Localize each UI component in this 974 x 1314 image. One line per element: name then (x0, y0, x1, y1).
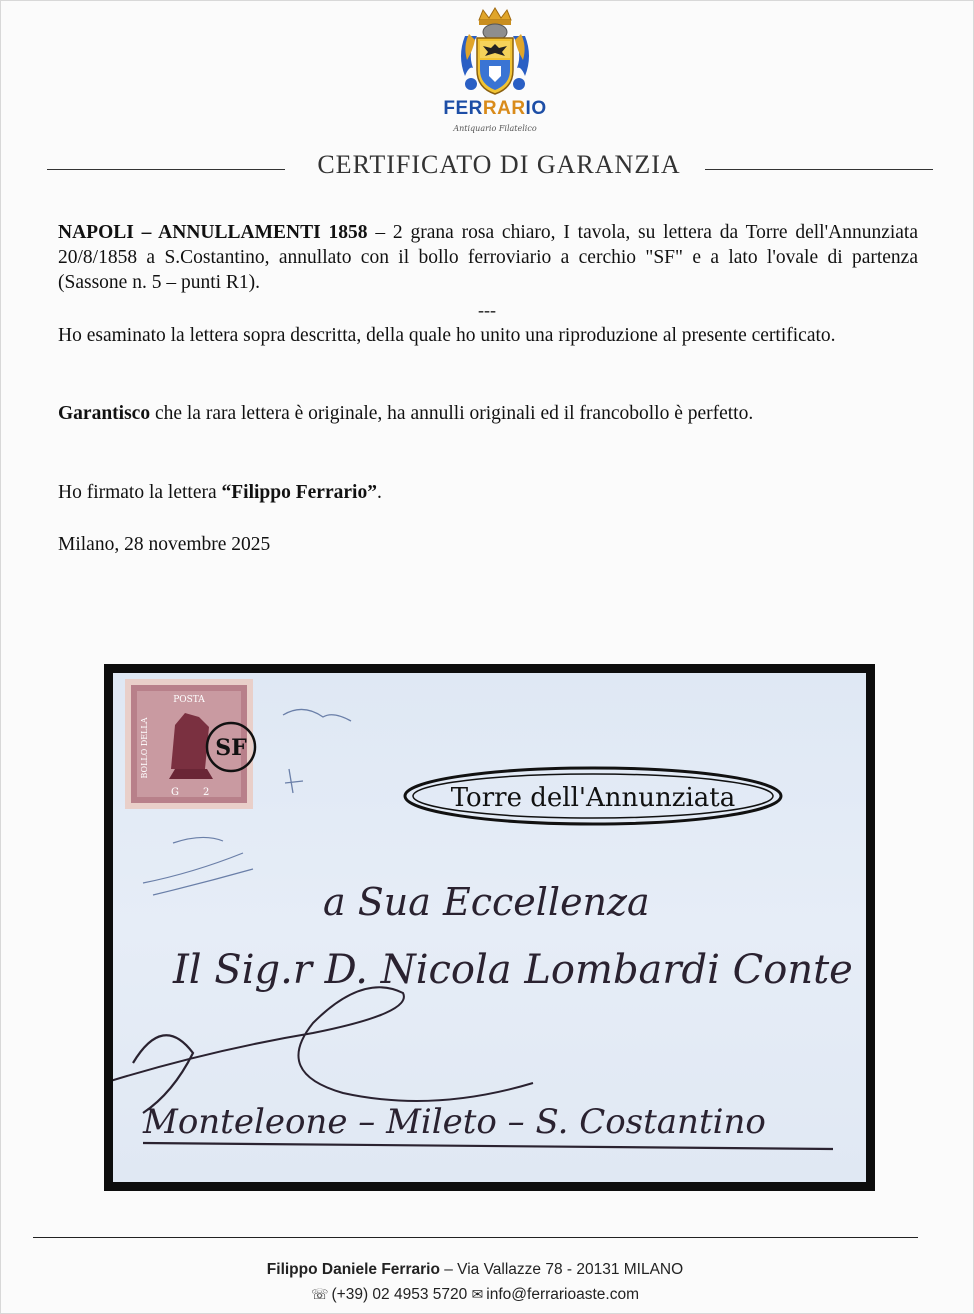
title-divider-left (47, 169, 285, 170)
guarantee-text: che la rara lettera è originale, ha annulli originali ed il francobollo è perfetto. (150, 403, 754, 424)
address-line-1: a Sua Eccellenza (323, 880, 650, 924)
footer-email[interactable]: info@ferrarioaste.com (486, 1286, 640, 1303)
oval-departure-cancel (405, 768, 781, 824)
footer-divider (33, 1237, 918, 1238)
footer-name: Filippo Daniele Ferrario (266, 1261, 440, 1278)
sf-cancel-text: SF (215, 735, 247, 761)
signature-end: . (376, 482, 382, 503)
separator: --- (478, 300, 496, 320)
footer-address (0, 1261, 950, 1279)
stamp-value-number: 2 (203, 787, 210, 798)
certificate-title: CERTIFICATO DI GARANZIA (317, 150, 681, 179)
stamp-value-letter: G (171, 787, 179, 798)
address-line-3: Monteleone – Mileto – S. Costantino (143, 1102, 766, 1142)
stamp-top-text: POSTA (173, 695, 205, 705)
footer-street: – Via Vallazze 78 - 20131 MILANO (439, 1261, 684, 1278)
letter-photo (104, 664, 875, 1191)
place-date: Milano, 28 novembre 2025 (58, 534, 271, 555)
brand-tagline: Antiquario Filatelico (453, 124, 537, 133)
title-row (47, 150, 933, 180)
signature-name: “Filippo Ferrario” (221, 482, 377, 503)
footer-contacts (0, 1286, 950, 1304)
guarantee-paragraph (58, 401, 918, 426)
phone-icon: ☏ (310, 1286, 329, 1302)
signature-text: Ho firmato la lettera (58, 482, 222, 503)
oval-cancel-text: Torre dell'Annunziata (450, 783, 736, 813)
signature-paragraph (58, 480, 918, 505)
address-underline (143, 1143, 833, 1149)
letter-artwork (113, 673, 866, 1182)
description-heading: NAPOLI – ANNULLAMENTI 1858 (58, 222, 368, 243)
handwritten-flourish (113, 987, 533, 1101)
mail-icon: ✉ (471, 1286, 484, 1302)
examination-paragraph: Ho esaminato la lettera sopra descritta, della quale ho unito una riproduzione al presente certificato. (58, 325, 836, 346)
description-paragraph (58, 220, 918, 295)
brand-part-rar: RAR (482, 98, 526, 119)
brand-name (430, 98, 560, 120)
ferrario-logo (430, 6, 560, 136)
title-divider-right (705, 169, 933, 170)
coat-of-arms-icon (455, 6, 535, 98)
brand-part-fer: FER (443, 98, 483, 119)
description-text: – 2 grana rosa chiaro, I tavola, su lettera da Torre dell'Annunziata 20/8/1858 a S.Costantino, annullato con il bollo ferroviario a cerchio "SF" e a lato l'ovale di partenza (Sassone n. 5 – punti R1). (58, 222, 918, 293)
letter-paper (113, 673, 866, 1182)
brand-part-io: IO (525, 98, 547, 119)
guarantee-heading: Garantisco (58, 403, 151, 424)
stamp-side-text: BOLLO DELLA (140, 717, 149, 779)
footer-phone[interactable]: (+39) 02 4953 5720 (331, 1286, 468, 1303)
address-line-2: Il Sig.r D. Nicola Lombardi Conte (173, 947, 853, 993)
